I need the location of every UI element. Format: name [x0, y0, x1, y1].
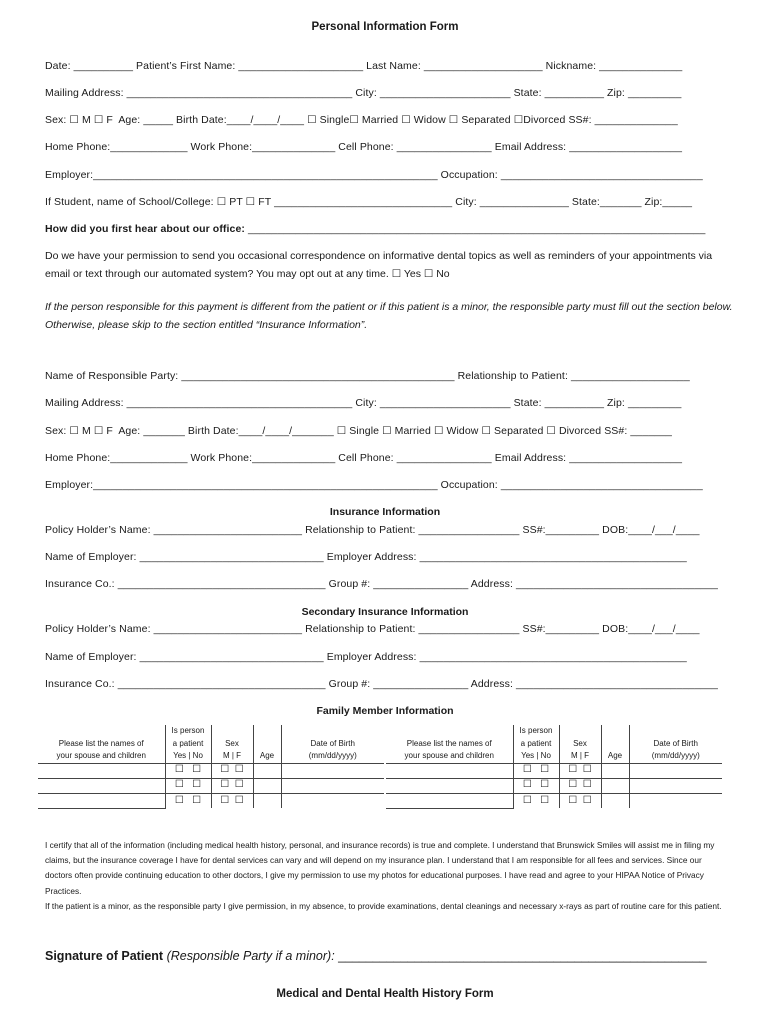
col-is-label-3: Yes | No [521, 751, 551, 760]
responsible-mailing-line[interactable]: Mailing Address: ______________________________________ City: ______________________ State: __________ Zip: _________ [45, 397, 682, 409]
male-checkbox[interactable]: ☐ [568, 779, 578, 791]
col-is-label-2: a patient [520, 738, 552, 748]
referral-blank[interactable]: _____________________________________________________________________________ [245, 223, 706, 235]
female-checkbox[interactable]: ☐ [234, 794, 244, 806]
col-names-label-1: Please list the names of [58, 738, 144, 748]
no-checkbox[interactable]: ☐ [192, 764, 202, 776]
yes-checkbox[interactable]: ☐ [174, 779, 184, 791]
col-names-label-1: Please list the names of [406, 738, 492, 748]
col-age-label: Age [259, 751, 275, 760]
responsible-employer-line[interactable]: Employer:__________________________________________________________ Occupation: __________________________________ [45, 479, 703, 491]
col-dob-label-2: (mm/dd/yyyy) [651, 751, 700, 760]
responsible-phone-line[interactable]: Home Phone:_____________ Work Phone:______________ Cell Phone: ________________ Email Address: ___________________ [45, 452, 683, 464]
responsible-sex-age-line[interactable]: Sex: ☐ M ☐ F Age: _______ Birth Date:____/____/_______ ☐ Single ☐ Married ☐ Widow ☐ Separated ☐ Divorced SS#: _______ [45, 425, 672, 437]
female-checkbox[interactable]: ☐ [234, 779, 244, 791]
insurance-company-line[interactable]: Insurance Co.: ___________________________________ Group #: ________________ Address: __________________________________ [45, 578, 718, 590]
col-mf-label: M | F [222, 751, 242, 760]
age-cell[interactable] [601, 793, 629, 808]
date-name-line[interactable]: Date: __________ Patient’s First Name: _____________________ Last Name: ____________________ Nickname: ______________ [45, 60, 683, 72]
family-name-cell[interactable] [386, 763, 513, 778]
no-checkbox[interactable]: ☐ [192, 779, 202, 791]
no-checkbox[interactable]: ☐ [192, 794, 202, 806]
signature-line[interactable] [45, 949, 735, 963]
secondary-employer-line[interactable]: Name of Employer: _______________________________ Employer Address: _____________________________________________ [45, 651, 687, 663]
signature-label: Signature of Patient [45, 949, 164, 963]
male-checkbox[interactable]: ☐ [568, 794, 578, 806]
family-name-cell[interactable] [38, 763, 165, 778]
male-checkbox[interactable]: ☐ [220, 779, 230, 791]
yes-checkbox[interactable]: ☐ [522, 764, 532, 776]
student-school-line[interactable]: If Student, name of School/College: ☐ PT ☐ FT ______________________________ City: _______________ State:_______ Zip:_____ [45, 196, 693, 208]
yes-checkbox[interactable]: ☐ [522, 794, 532, 806]
policy-holder-line[interactable]: Policy Holder’s Name: _________________________ Relationship to Patient: _________________ SS#:_________ DOB:____/___/____ [45, 524, 700, 536]
phone-email-line[interactable]: Home Phone:_____________ Work Phone:______________ Cell Phone: ________________ Email Address: ___________________ [45, 141, 683, 153]
family-name-cell[interactable] [386, 778, 513, 793]
table-row [38, 763, 384, 778]
permission-paragraph[interactable]: Do we have your permission to send you occasional correspondence on informative dental topics as well as reminders of your appointments via email or text through our automated system? You may opt out at any time. ☐ Yes ☐ No [45, 250, 713, 280]
yes-checkbox[interactable]: ☐ [174, 764, 184, 776]
yes-checkbox[interactable]: ☐ [522, 779, 532, 791]
col-age-label: Age [607, 751, 623, 760]
female-checkbox[interactable]: ☐ [582, 794, 592, 806]
no-checkbox[interactable]: ☐ [540, 794, 550, 806]
col-dob-label-1: Date of Birth [310, 738, 355, 748]
family-name-cell[interactable] [386, 793, 513, 808]
table-row [386, 778, 722, 793]
table-row [38, 793, 384, 808]
col-names-label-2: your spouse and children [404, 751, 494, 760]
signature-sublabel: (Responsible Party if a minor): [166, 949, 335, 963]
family-table-left [38, 725, 384, 809]
dob-cell[interactable] [281, 793, 384, 808]
secondary-insurance-company-line[interactable]: Insurance Co.: ___________________________________ Group #: ________________ Address: __________________________________ [45, 678, 718, 690]
family-heading: Family Member Information [316, 705, 454, 717]
col-names-label-2: your spouse and children [56, 751, 146, 760]
secondary-insurance-heading: Secondary Insurance Information [301, 606, 469, 618]
dob-cell[interactable] [281, 778, 384, 793]
dob-cell[interactable] [281, 763, 384, 778]
female-checkbox[interactable]: ☐ [582, 779, 592, 791]
referral-line[interactable] [45, 223, 725, 236]
age-cell[interactable] [253, 763, 281, 778]
female-checkbox[interactable]: ☐ [582, 764, 592, 776]
table-row [38, 778, 384, 793]
minor-consent-paragraph: If the patient is a minor, as the responsible party I give permission, in my absence, to provide examinations, dental cleanings and necessary x-rays as part of routine care for this patient. [45, 901, 722, 911]
certification-paragraph: I certify that all of the information (including medical health history, personal, and insurance records) is true and complete. I understand that Brunswick Smiles will assist me in filing my claims, but the insurance coverage I have for dental services can vary and will depend on my insurance plan. I understand that I am responsible for all fees and services. Since our doctors often provide continuing education to other doctors, I give my permission to use my photos for educational purposes. I have read and agree to your HIPAA Notice of Privacy Practices. [45, 840, 715, 896]
col-is-label-3: Yes | No [173, 751, 203, 760]
insurance-heading: Insurance Information [329, 506, 441, 518]
family-name-cell[interactable] [38, 793, 165, 808]
age-cell[interactable] [253, 778, 281, 793]
col-is-label-1: Is person [171, 726, 205, 735]
dob-cell[interactable] [629, 763, 722, 778]
col-is-label-2: a patient [172, 738, 204, 748]
col-dob-label-1: Date of Birth [653, 738, 698, 748]
table-row [386, 763, 722, 778]
col-is-label-1: Is person [519, 726, 553, 735]
col-dob-label-2: (mm/dd/yyyy) [308, 751, 357, 760]
col-sex-label: Sex [573, 738, 587, 748]
responsible-party-note: If the person responsible for this payment is different from the patient or if this patient is a minor, the responsible party must fill out the section below. Otherwise, please skip to the section entitled “Insurance Information”. [45, 301, 733, 331]
secondary-policy-holder-line[interactable]: Policy Holder’s Name: _________________________ Relationship to Patient: _________________ SS#:_________ DOB:____/___/____ [45, 623, 700, 635]
yes-checkbox[interactable]: ☐ [174, 794, 184, 806]
employer-name-line[interactable]: Name of Employer: _______________________________ Employer Address: _____________________________________________ [45, 551, 687, 563]
col-sex-label: Sex [225, 738, 239, 748]
age-cell[interactable] [253, 793, 281, 808]
next-form-title: Medical and Dental Health History Form [276, 988, 494, 1000]
male-checkbox[interactable]: ☐ [220, 764, 230, 776]
signature-blank[interactable]: _____________________________________________________ [334, 949, 707, 963]
form-title: Personal Information Form [311, 21, 459, 33]
age-cell[interactable] [601, 778, 629, 793]
male-checkbox[interactable]: ☐ [568, 764, 578, 776]
family-name-cell[interactable] [38, 778, 165, 793]
age-cell[interactable] [601, 763, 629, 778]
responsible-party-name-line[interactable]: Name of Responsible Party: ______________________________________________ Relationship to Patient: ____________________ [45, 370, 690, 382]
sex-age-birthdate-line[interactable]: Sex: ☐ M ☐ F Age: _____ Birth Date:____/____/____ ☐ Single☐ Married ☐ Widow ☐ Separated ☐Divorced SS#: ______________ [45, 114, 678, 126]
table-row [386, 793, 722, 808]
family-table-right [386, 725, 722, 809]
dob-cell[interactable] [629, 778, 722, 793]
col-mf-label: M | F [570, 751, 590, 760]
no-checkbox[interactable]: ☐ [540, 779, 550, 791]
mailing-address-line[interactable]: Mailing Address: ______________________________________ City: ______________________ State: __________ Zip: _________ [45, 87, 682, 99]
employer-occupation-line[interactable]: Employer:__________________________________________________________ Occupation: __________________________________ [45, 169, 703, 181]
no-checkbox[interactable]: ☐ [540, 764, 550, 776]
dob-cell[interactable] [629, 793, 722, 808]
referral-question: How did you first hear about our office: [45, 223, 246, 235]
male-checkbox[interactable]: ☐ [220, 794, 230, 806]
female-checkbox[interactable]: ☐ [234, 764, 244, 776]
